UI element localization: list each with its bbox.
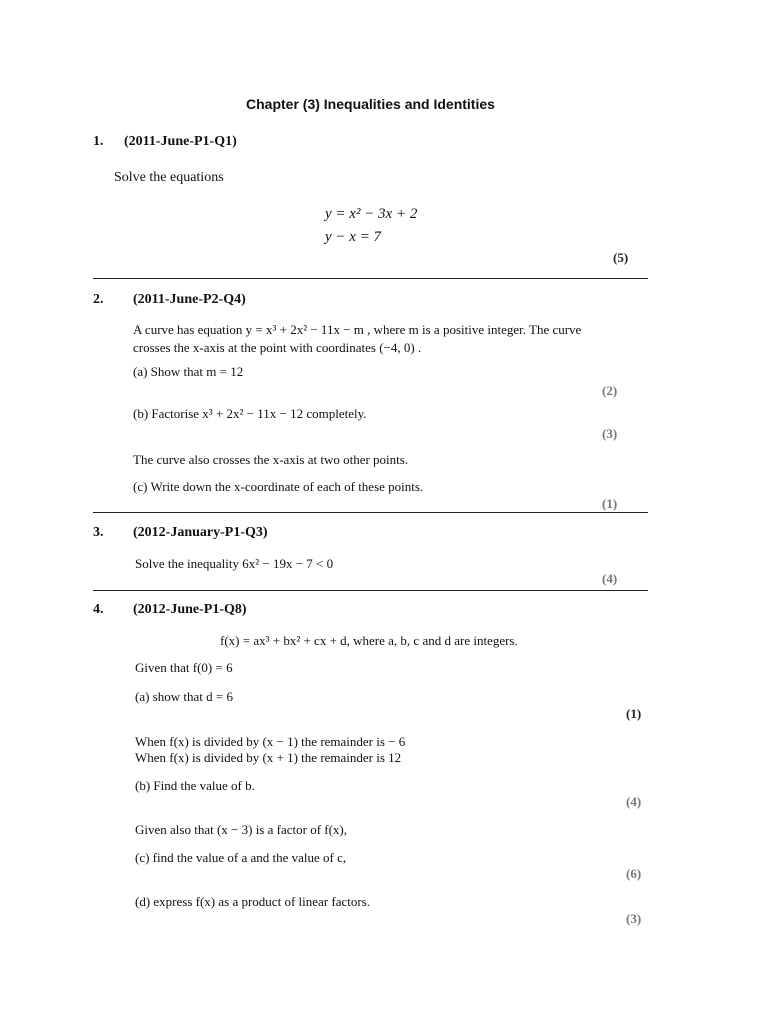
question-1-equation-1: y = x² − 3x + 2 bbox=[325, 206, 418, 222]
divider bbox=[93, 590, 648, 591]
question-4-part-b: (b) Find the value of b. bbox=[135, 778, 255, 793]
question-1-reference: (2011-June-P1-Q1) bbox=[124, 134, 237, 149]
divider bbox=[93, 512, 648, 513]
question-2-part-c-marks: (1) bbox=[602, 496, 618, 511]
question-3-number: 3. bbox=[93, 525, 104, 540]
question-4-definition: f(x) = ax³ + bx² + cx + d, where a, b, c and d are integers. bbox=[220, 633, 518, 648]
question-1-marks: (5) bbox=[613, 250, 629, 265]
question-4-part-d: (d) express f(x) as a product of linear factors. bbox=[135, 894, 370, 909]
question-4-part-c-marks: (6) bbox=[626, 866, 642, 881]
question-2-part-b: (b) Factorise x³ + 2x² − 11x − 12 completely. bbox=[133, 406, 367, 421]
question-1-prompt: Solve the equations bbox=[114, 170, 224, 185]
question-2-part-a: (a) Show that m = 12 bbox=[133, 364, 244, 379]
question-2-reference: (2011-June-P2-Q4) bbox=[133, 292, 246, 307]
question-3-reference: (2012-January-P1-Q3) bbox=[133, 525, 268, 540]
question-4-given: Given that f(0) = 6 bbox=[135, 660, 233, 675]
question-2-note: The curve also crosses the x-axis at two other points. bbox=[133, 452, 409, 467]
question-3-text: Solve the inequality 6x² − 19x − 7 < 0 bbox=[135, 556, 334, 571]
question-2-number: 2. bbox=[93, 292, 104, 307]
question-2-part-b-marks: (3) bbox=[602, 426, 618, 441]
question-4-part-a: (a) show that d = 6 bbox=[135, 689, 233, 704]
question-3-marks: (4) bbox=[602, 571, 618, 586]
question-4-number: 4. bbox=[93, 602, 104, 617]
question-2-part-c: (c) Write down the x-coordinate of each of these points. bbox=[133, 479, 424, 494]
divider bbox=[93, 278, 648, 279]
question-1-number: 1. bbox=[93, 134, 104, 149]
question-2-stem-line-1: A curve has equation y = x³ + 2x² − 11x − m , where m is a positive integer. The curve bbox=[133, 322, 582, 337]
question-4-part-d-marks: (3) bbox=[626, 911, 642, 926]
question-4-part-b-marks: (4) bbox=[626, 794, 642, 809]
question-4-part-c: (c) find the value of a and the value of c, bbox=[135, 850, 347, 865]
page-title: Chapter (3) Inequalities and Identities bbox=[246, 96, 495, 112]
question-4-remainder-1: When f(x) is divided by (x − 1) the remainder is − 6 bbox=[135, 734, 406, 749]
question-4-part-a-marks: (1) bbox=[626, 706, 642, 721]
question-4-reference: (2012-June-P1-Q8) bbox=[133, 602, 247, 617]
question-2-part-a-marks: (2) bbox=[602, 383, 618, 398]
question-1-equation-2: y − x = 7 bbox=[325, 229, 382, 245]
question-4-remainder-2: When f(x) is divided by (x + 1) the remainder is 12 bbox=[135, 750, 402, 765]
question-2-stem-line-2: crosses the x-axis at the point with coordinates (−4, 0) . bbox=[133, 340, 422, 355]
question-4-given-2: Given also that (x − 3) is a factor of f(x), bbox=[135, 822, 348, 837]
